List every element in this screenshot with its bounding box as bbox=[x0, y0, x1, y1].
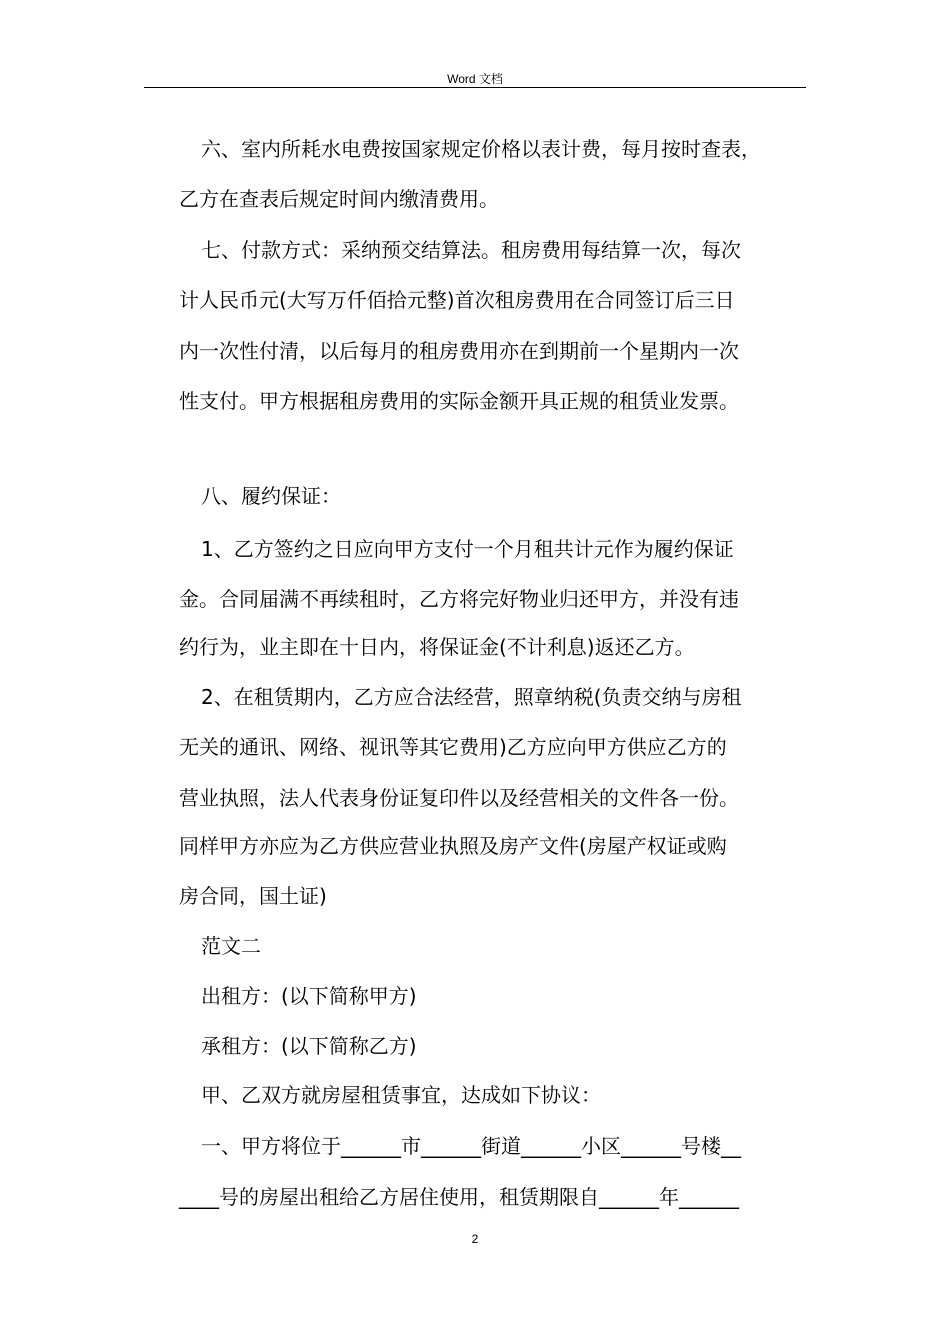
paragraph-line: 同样甲方亦应为乙方供应营业执照及房产文件(房屋产权证或购 bbox=[179, 834, 727, 858]
paragraph-line: 一、甲方将位于______市______街道______小区______号楼__ bbox=[201, 1134, 741, 1158]
paragraph-line: 无关的通讯、网络、视讯等其它费用)乙方应向甲方供应乙方的 bbox=[179, 735, 727, 759]
section-heading: 范文二 bbox=[201, 934, 261, 958]
paragraph-line: 房合同，国土证) bbox=[179, 884, 327, 908]
paragraph-line: 营业执照，法人代表身份证复印件以及经营相关的文件各一份。 bbox=[179, 786, 739, 810]
paragraph-line: 甲、乙双方就房屋租赁事宜，达成如下协议： bbox=[201, 1083, 601, 1107]
paragraph-line: 七、付款方式：采纳预交结算法。租房费用每结算一次，每次 bbox=[201, 238, 741, 262]
page-number: 2 bbox=[471, 1232, 479, 1246]
paragraph-line: ____号的房屋出租给乙方居住使用，租赁期限自______年______ bbox=[179, 1185, 739, 1209]
paragraph-line: 承租方：(以下简称乙方) bbox=[201, 1034, 417, 1058]
paragraph-line: 六、室内所耗水电费按国家规定价格以表计费，每月按时查表， bbox=[201, 137, 761, 161]
header-divider bbox=[144, 87, 806, 88]
paragraph-line: 金。合同届满不再续租时，乙方将完好物业归还甲方，并没有违 bbox=[179, 587, 739, 611]
paragraph-line: 2、在租赁期内，乙方应合法经营，照章纳税(负责交纳与房租 bbox=[201, 685, 742, 709]
paragraph-line: 出租方：(以下简称甲方) bbox=[201, 984, 417, 1008]
paragraph-line: 性支付。甲方根据租房费用的实际金额开具正规的租赁业发票。 bbox=[179, 389, 739, 413]
section-heading: 八、履约保证： bbox=[201, 484, 341, 508]
paragraph-line: 约行为，业主即在十日内，将保证金(不计利息)返还乙方。 bbox=[179, 635, 695, 659]
paragraph-line: 1、乙方签约之日应向甲方支付一个月租共计元作为履约保证 bbox=[201, 537, 734, 561]
paragraph-line: 计人民币元(大写万仟佰拾元整)首次租房费用在合同签订后三日 bbox=[179, 288, 735, 312]
header-title: Word 文档 bbox=[447, 72, 503, 86]
paragraph-line: 内一次性付清，以后每月的租房费用亦在到期前一个星期内一次 bbox=[179, 339, 739, 363]
paragraph-line: 乙方在查表后规定时间内缴清费用。 bbox=[179, 187, 499, 211]
